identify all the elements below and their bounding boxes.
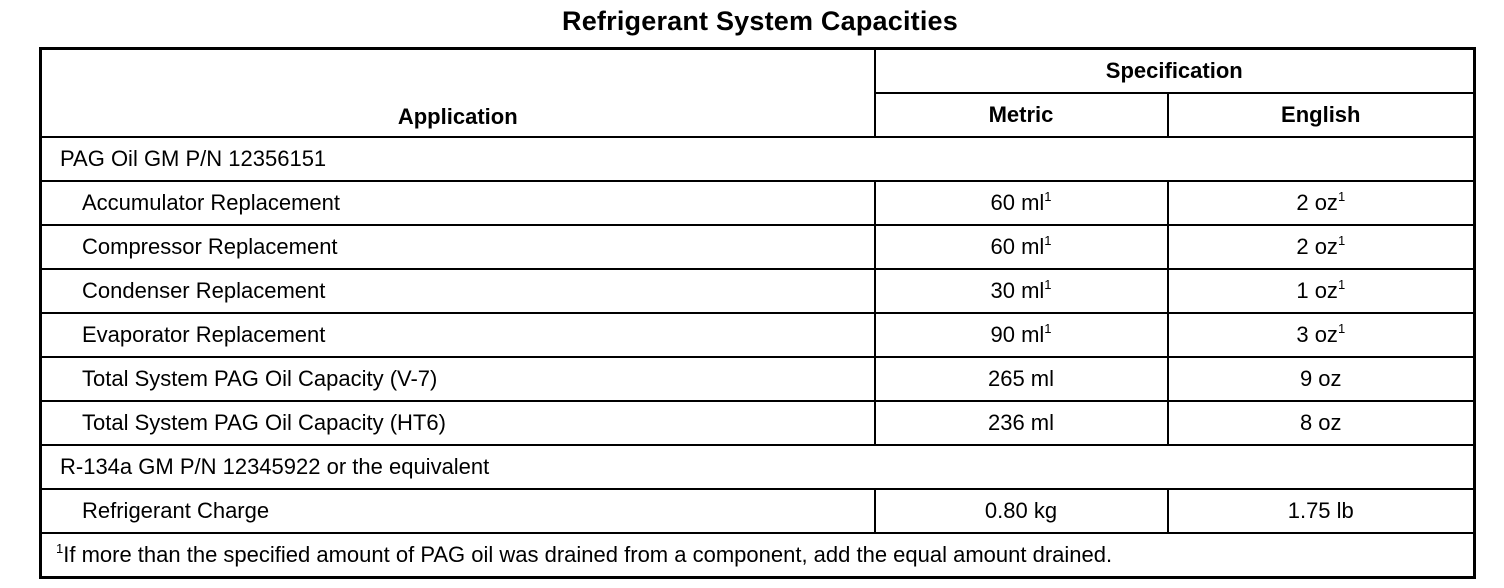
footnote-marker: 1 [56,540,64,556]
application-cell: Refrigerant Charge [41,489,875,533]
footnote-marker: 1 [1337,188,1346,204]
footnote-marker: 1 [1337,276,1346,292]
page-title: Refrigerant System Capacities [562,6,958,36]
table-row [41,401,1475,445]
english-cell [1168,181,1475,225]
group-row [41,445,1475,489]
metric-cell [875,401,1168,445]
table-body [41,137,1475,578]
header-application: Application [41,49,875,138]
footnote-marker: 1 [1044,232,1052,248]
metric-value: 265 ml [987,366,1055,391]
english-cell [1168,313,1475,357]
footnote [41,533,1475,578]
table-row [41,181,1475,225]
metric-value: 236 ml [987,410,1055,435]
english-value: 1.75 lb [1287,498,1354,523]
metric-cell [875,489,1168,533]
application-cell: Accumulator Replacement [41,181,875,225]
english-value: 9 oz [1299,366,1342,391]
table-row [41,225,1475,269]
metric-value: 60 ml [990,190,1045,215]
english-value: 8 oz [1299,410,1342,435]
application-cell: Compressor Replacement [41,225,875,269]
header-metric: Metric [875,93,1168,137]
table-row [41,489,1475,533]
capacities-table [39,47,1476,579]
english-cell [1168,269,1475,313]
footnote-marker: 1 [1337,232,1346,248]
english-cell [1168,357,1475,401]
metric-cell [875,181,1168,225]
application-cell: Evaporator Replacement [41,313,875,357]
table-header [41,49,1475,138]
footnote-marker: 1 [1044,276,1052,292]
table-row [41,313,1475,357]
application-cell: Total System PAG Oil Capacity (V-7) [41,357,875,401]
metric-cell [875,357,1168,401]
application-cell: Total System PAG Oil Capacity (HT6) [41,401,875,445]
header-specification: Specification [875,49,1475,94]
english-value: 3 oz [1296,322,1338,347]
english-value: 1 oz [1296,278,1338,303]
english-cell [1168,225,1475,269]
english-cell [1168,489,1475,533]
footnote-marker: 1 [1337,320,1346,336]
metric-value: 0.80 kg [984,498,1058,523]
metric-cell [875,225,1168,269]
metric-value: 60 ml [990,234,1045,259]
metric-cell [875,313,1168,357]
english-value: 2 oz [1296,190,1338,215]
footnote-row [41,533,1475,578]
footnote-marker: 1 [1044,188,1052,204]
application-cell: Condenser Replacement [41,269,875,313]
metric-value: 90 ml [990,322,1045,347]
footnote-text: If more than the specified amount of PAG oil was drained from a component, add the equal amount drained. [63,542,1113,567]
table-row [41,357,1475,401]
group-row [41,137,1475,181]
group-label: R-134a GM P/N 12345922 or the equivalent [41,445,1475,489]
footnote-marker: 1 [1044,320,1052,336]
table-row [41,269,1475,313]
english-cell [1168,401,1475,445]
metric-cell [875,269,1168,313]
english-value: 2 oz [1296,234,1338,259]
metric-value: 30 ml [990,278,1045,303]
group-label: PAG Oil GM P/N 12356151 [41,137,1475,181]
header-english: English [1168,93,1475,137]
